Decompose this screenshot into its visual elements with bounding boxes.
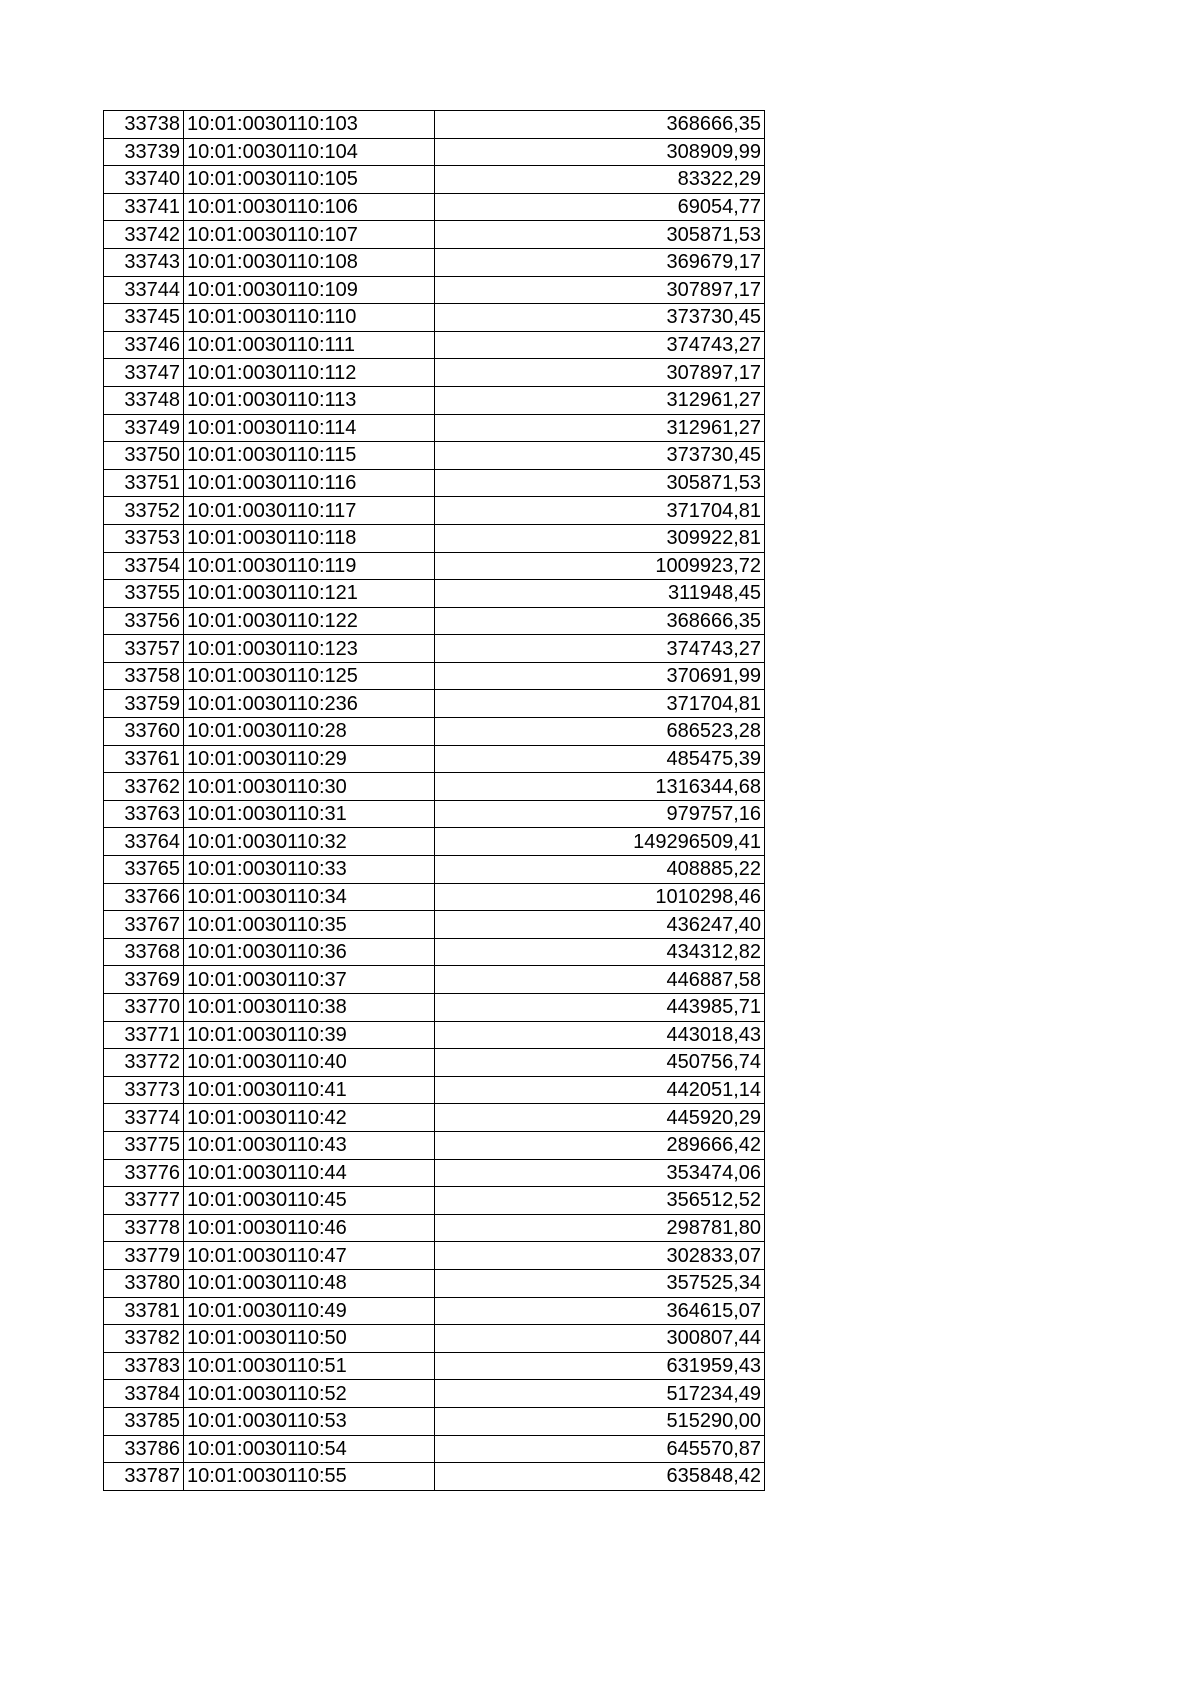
cadastral-value-cell: 300807,44 [435, 1325, 765, 1353]
cadastral-value-cell: 364615,07 [435, 1297, 765, 1325]
cadastral-value-cell: 83322,29 [435, 166, 765, 194]
cadastral-number-cell: 10:01:0030110:113 [184, 386, 435, 414]
row-number-cell: 33743 [104, 248, 184, 276]
cadastral-value-cell: 645570,87 [435, 1435, 765, 1463]
cadastral-number-cell: 10:01:0030110:43 [184, 1131, 435, 1159]
row-number-cell: 33775 [104, 1131, 184, 1159]
cadastral-number-cell: 10:01:0030110:106 [184, 193, 435, 221]
row-number-cell: 33770 [104, 994, 184, 1022]
table-row [104, 966, 765, 994]
table-row [104, 111, 765, 139]
row-number-cell: 33744 [104, 276, 184, 304]
table-row [104, 1352, 765, 1380]
cadastral-value-cell: 312961,27 [435, 414, 765, 442]
cadastral-value-cell: 442051,14 [435, 1076, 765, 1104]
cadastral-number-cell: 10:01:0030110:103 [184, 111, 435, 139]
cadastral-value-cell: 309922,81 [435, 524, 765, 552]
table-row [104, 745, 765, 773]
table-row [104, 911, 765, 939]
table-row [104, 800, 765, 828]
cadastral-number-cell: 10:01:0030110:125 [184, 662, 435, 690]
row-number-cell: 33761 [104, 745, 184, 773]
table-row [104, 856, 765, 884]
table-row [104, 635, 765, 663]
cadastral-number-cell: 10:01:0030110:236 [184, 690, 435, 718]
cadastral-number-cell: 10:01:0030110:45 [184, 1187, 435, 1215]
row-number-cell: 33786 [104, 1435, 184, 1463]
row-number-cell: 33783 [104, 1352, 184, 1380]
row-number-cell: 33739 [104, 138, 184, 166]
row-number-cell: 33785 [104, 1407, 184, 1435]
cadastral-number-cell: 10:01:0030110:51 [184, 1352, 435, 1380]
table-row [104, 331, 765, 359]
table-row [104, 414, 765, 442]
row-number-cell: 33755 [104, 580, 184, 608]
cadastral-value-cell: 374743,27 [435, 331, 765, 359]
table-row [104, 1269, 765, 1297]
cadastral-number-cell: 10:01:0030110:55 [184, 1463, 435, 1491]
cadastral-number-cell: 10:01:0030110:44 [184, 1159, 435, 1187]
cadastral-number-cell: 10:01:0030110:53 [184, 1407, 435, 1435]
cadastral-number-cell: 10:01:0030110:36 [184, 938, 435, 966]
cadastral-number-cell: 10:01:0030110:37 [184, 966, 435, 994]
row-number-cell: 33787 [104, 1463, 184, 1491]
cadastral-value-cell: 298781,80 [435, 1214, 765, 1242]
row-number-cell: 33780 [104, 1269, 184, 1297]
table-row [104, 276, 765, 304]
table-row [104, 1021, 765, 1049]
row-number-cell: 33741 [104, 193, 184, 221]
cadastral-value-cell: 69054,77 [435, 193, 765, 221]
table-row [104, 1104, 765, 1132]
cadastral-value-cell: 686523,28 [435, 718, 765, 746]
cadastral-value-cell: 1316344,68 [435, 773, 765, 801]
cadastral-number-cell: 10:01:0030110:109 [184, 276, 435, 304]
cadastral-value-cell: 305871,53 [435, 221, 765, 249]
cadastral-value-cell: 1010298,46 [435, 883, 765, 911]
table-row [104, 773, 765, 801]
cadastral-number-cell: 10:01:0030110:107 [184, 221, 435, 249]
table-row [104, 552, 765, 580]
cadastral-number-cell: 10:01:0030110:122 [184, 607, 435, 635]
row-number-cell: 33759 [104, 690, 184, 718]
cadastral-number-cell: 10:01:0030110:48 [184, 1269, 435, 1297]
row-number-cell: 33752 [104, 497, 184, 525]
table-row [104, 1076, 765, 1104]
cadastral-value-cell: 356512,52 [435, 1187, 765, 1215]
cadastral-value-cell: 149296509,41 [435, 828, 765, 856]
table-row [104, 1131, 765, 1159]
row-number-cell: 33781 [104, 1297, 184, 1325]
row-number-cell: 33757 [104, 635, 184, 663]
cadastral-value-cell: 371704,81 [435, 690, 765, 718]
row-number-cell: 33768 [104, 938, 184, 966]
cadastral-number-cell: 10:01:0030110:35 [184, 911, 435, 939]
cadastral-value-cell: 369679,17 [435, 248, 765, 276]
cadastral-number-cell: 10:01:0030110:111 [184, 331, 435, 359]
cadastral-number-cell: 10:01:0030110:54 [184, 1435, 435, 1463]
table-body [104, 111, 765, 1491]
table-row [104, 304, 765, 332]
cadastral-value-cell: 353474,06 [435, 1159, 765, 1187]
cadastral-value-cell: 368666,35 [435, 111, 765, 139]
table-row [104, 166, 765, 194]
row-number-cell: 33754 [104, 552, 184, 580]
row-number-cell: 33765 [104, 856, 184, 884]
row-number-cell: 33764 [104, 828, 184, 856]
cadastral-value-cell: 515290,00 [435, 1407, 765, 1435]
table-row [104, 524, 765, 552]
table-row [104, 1214, 765, 1242]
cadastral-number-cell: 10:01:0030110:31 [184, 800, 435, 828]
cadastral-number-cell: 10:01:0030110:34 [184, 883, 435, 911]
cadastral-number-cell: 10:01:0030110:33 [184, 856, 435, 884]
row-number-cell: 33740 [104, 166, 184, 194]
cadastral-number-cell: 10:01:0030110:50 [184, 1325, 435, 1353]
row-number-cell: 33750 [104, 442, 184, 470]
cadastral-value-cell: 436247,40 [435, 911, 765, 939]
cadastral-number-cell: 10:01:0030110:52 [184, 1380, 435, 1408]
cadastral-number-cell: 10:01:0030110:39 [184, 1021, 435, 1049]
table-row [104, 883, 765, 911]
row-number-cell: 33758 [104, 662, 184, 690]
table-row [104, 1297, 765, 1325]
table-row [104, 1325, 765, 1353]
table-row [104, 1049, 765, 1077]
cadastral-number-cell: 10:01:0030110:46 [184, 1214, 435, 1242]
cadastral-value-cell: 443018,43 [435, 1021, 765, 1049]
cadastral-number-cell: 10:01:0030110:29 [184, 745, 435, 773]
cadastral-value-table [103, 110, 765, 1491]
table-row [104, 469, 765, 497]
cadastral-value-cell: 307897,17 [435, 276, 765, 304]
row-number-cell: 33749 [104, 414, 184, 442]
row-number-cell: 33774 [104, 1104, 184, 1132]
cadastral-value-cell: 370691,99 [435, 662, 765, 690]
cadastral-value-cell: 374743,27 [435, 635, 765, 663]
table-row [104, 580, 765, 608]
row-number-cell: 33756 [104, 607, 184, 635]
row-number-cell: 33782 [104, 1325, 184, 1353]
cadastral-value-cell: 312961,27 [435, 386, 765, 414]
table-row [104, 442, 765, 470]
cadastral-value-cell: 434312,82 [435, 938, 765, 966]
cadastral-value-cell: 443985,71 [435, 994, 765, 1022]
table-row [104, 1407, 765, 1435]
row-number-cell: 33753 [104, 524, 184, 552]
cadastral-value-cell: 517234,49 [435, 1380, 765, 1408]
table-row [104, 359, 765, 387]
row-number-cell: 33778 [104, 1214, 184, 1242]
cadastral-value-cell: 357525,34 [435, 1269, 765, 1297]
row-number-cell: 33763 [104, 800, 184, 828]
cadastral-value-cell: 368666,35 [435, 607, 765, 635]
table-row [104, 607, 765, 635]
cadastral-number-cell: 10:01:0030110:121 [184, 580, 435, 608]
cadastral-value-cell: 311948,45 [435, 580, 765, 608]
cadastral-number-cell: 10:01:0030110:114 [184, 414, 435, 442]
cadastral-number-cell: 10:01:0030110:49 [184, 1297, 435, 1325]
cadastral-number-cell: 10:01:0030110:112 [184, 359, 435, 387]
row-number-cell: 33773 [104, 1076, 184, 1104]
cadastral-value-cell: 371704,81 [435, 497, 765, 525]
row-number-cell: 33747 [104, 359, 184, 387]
row-number-cell: 33767 [104, 911, 184, 939]
cadastral-number-cell: 10:01:0030110:115 [184, 442, 435, 470]
table-row [104, 718, 765, 746]
cadastral-number-cell: 10:01:0030110:108 [184, 248, 435, 276]
cadastral-value-cell: 373730,45 [435, 442, 765, 470]
cadastral-value-cell: 373730,45 [435, 304, 765, 332]
table-row [104, 138, 765, 166]
row-number-cell: 33760 [104, 718, 184, 746]
cadastral-value-cell: 305871,53 [435, 469, 765, 497]
table-row [104, 828, 765, 856]
cadastral-value-cell: 485475,39 [435, 745, 765, 773]
cadastral-number-cell: 10:01:0030110:117 [184, 497, 435, 525]
table-row [104, 497, 765, 525]
row-number-cell: 33762 [104, 773, 184, 801]
table-row [104, 690, 765, 718]
table-row [104, 994, 765, 1022]
cadastral-number-cell: 10:01:0030110:119 [184, 552, 435, 580]
table-row [104, 1187, 765, 1215]
table-row [104, 1242, 765, 1270]
cadastral-value-cell: 450756,74 [435, 1049, 765, 1077]
table-row [104, 938, 765, 966]
cadastral-number-cell: 10:01:0030110:30 [184, 773, 435, 801]
cadastral-number-cell: 10:01:0030110:105 [184, 166, 435, 194]
cadastral-value-cell: 445920,29 [435, 1104, 765, 1132]
cadastral-value-cell: 408885,22 [435, 856, 765, 884]
table-row [104, 1159, 765, 1187]
cadastral-number-cell: 10:01:0030110:42 [184, 1104, 435, 1132]
cadastral-number-cell: 10:01:0030110:118 [184, 524, 435, 552]
table-row [104, 1435, 765, 1463]
table-row [104, 193, 765, 221]
row-number-cell: 33772 [104, 1049, 184, 1077]
row-number-cell: 33742 [104, 221, 184, 249]
row-number-cell: 33751 [104, 469, 184, 497]
cadastral-number-cell: 10:01:0030110:104 [184, 138, 435, 166]
cadastral-value-cell: 302833,07 [435, 1242, 765, 1270]
table-row [104, 248, 765, 276]
row-number-cell: 33776 [104, 1159, 184, 1187]
row-number-cell: 33748 [104, 386, 184, 414]
cadastral-value-cell: 307897,17 [435, 359, 765, 387]
row-number-cell: 33769 [104, 966, 184, 994]
cadastral-value-cell: 446887,58 [435, 966, 765, 994]
cadastral-value-cell: 979757,16 [435, 800, 765, 828]
row-number-cell: 33766 [104, 883, 184, 911]
cadastral-value-cell: 635848,42 [435, 1463, 765, 1491]
cadastral-number-cell: 10:01:0030110:123 [184, 635, 435, 663]
row-number-cell: 33777 [104, 1187, 184, 1215]
table-row [104, 662, 765, 690]
row-number-cell: 33738 [104, 111, 184, 139]
cadastral-value-cell: 289666,42 [435, 1131, 765, 1159]
cadastral-number-cell: 10:01:0030110:116 [184, 469, 435, 497]
table-row [104, 386, 765, 414]
cadastral-number-cell: 10:01:0030110:41 [184, 1076, 435, 1104]
row-number-cell: 33745 [104, 304, 184, 332]
table-row [104, 221, 765, 249]
table-row [104, 1463, 765, 1491]
cadastral-value-cell: 631959,43 [435, 1352, 765, 1380]
cadastral-number-cell: 10:01:0030110:40 [184, 1049, 435, 1077]
row-number-cell: 33771 [104, 1021, 184, 1049]
cadastral-number-cell: 10:01:0030110:38 [184, 994, 435, 1022]
cadastral-value-cell: 1009923,72 [435, 552, 765, 580]
cadastral-number-cell: 10:01:0030110:32 [184, 828, 435, 856]
table-row [104, 1380, 765, 1408]
row-number-cell: 33784 [104, 1380, 184, 1408]
cadastral-value-cell: 308909,99 [435, 138, 765, 166]
cadastral-number-cell: 10:01:0030110:110 [184, 304, 435, 332]
row-number-cell: 33779 [104, 1242, 184, 1270]
cadastral-number-cell: 10:01:0030110:28 [184, 718, 435, 746]
row-number-cell: 33746 [104, 331, 184, 359]
cadastral-number-cell: 10:01:0030110:47 [184, 1242, 435, 1270]
